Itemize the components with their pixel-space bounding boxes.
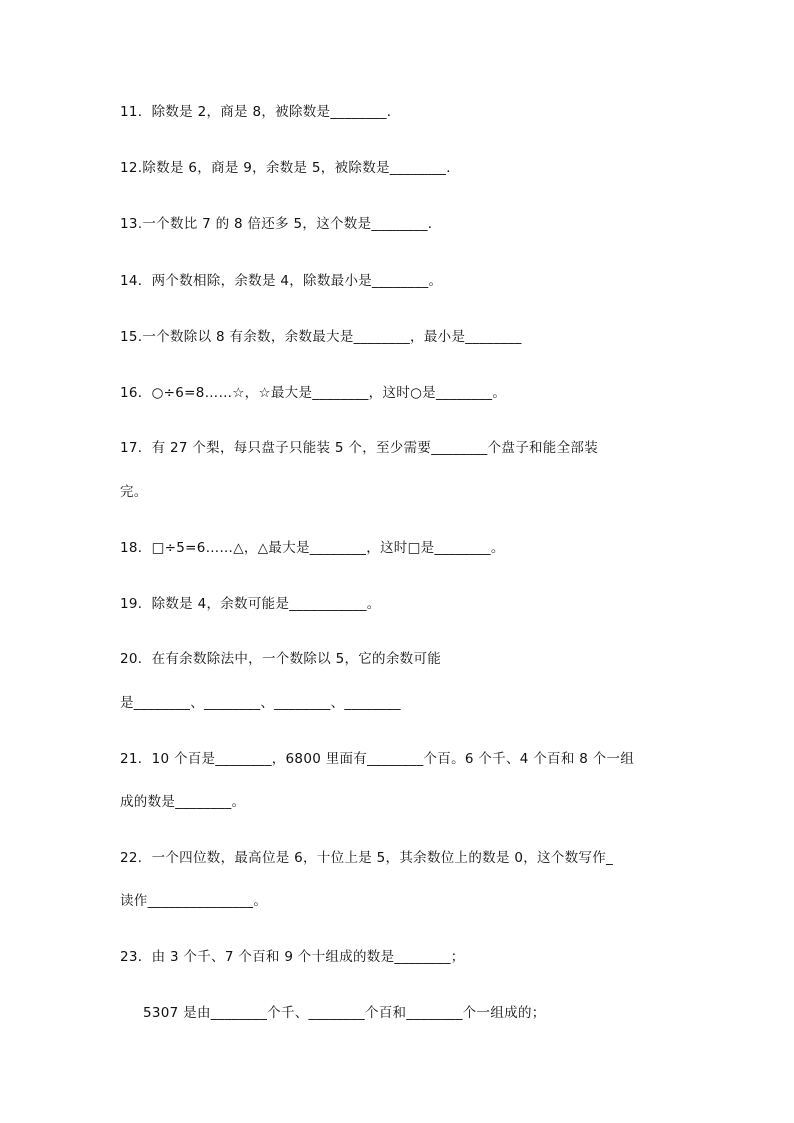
question-20-line-2: 是________、________、________、________ bbox=[120, 695, 401, 711]
question-23-line-1: 23．由 3 个千、7 个百和 9 个十组成的数是________； bbox=[120, 949, 465, 965]
question-15: 15.一个数除以 8 有余数，余数最大是________，最小是________ bbox=[120, 329, 522, 345]
question-21-line-1: 21．10 个百是________，6800 里面有________个百。6 个千、4 个百和 8 个一组 bbox=[120, 751, 635, 767]
question-22-line-2: 读作_______________。 bbox=[120, 893, 268, 909]
question-11: 11．除数是 2，商是 8，被除数是________． bbox=[120, 104, 401, 120]
question-20-line-1: 20．在有余数除法中，一个数除以 5，它的余数可能 bbox=[120, 651, 442, 667]
question-23-line-2: 5307 是由________个千、________个百和________个一组成的； bbox=[143, 1005, 546, 1021]
question-12: 12.除数是 6，商是 9，余数是 5，被除数是________． bbox=[120, 160, 461, 176]
question-19: 19．除数是 4，余数可能是___________。 bbox=[120, 596, 381, 612]
question-22-line-1: 22．一个四位数，最高位是 6，十位上是 5，其余数位上的数是 0，这个数写作_ bbox=[120, 850, 614, 866]
question-18: 18．□÷5=6……△，△最大是________，这时□是________。 bbox=[120, 540, 505, 556]
question-13: 13.一个数比 7 的 8 倍还多 5，这个数是________． bbox=[120, 216, 442, 232]
question-21-line-2: 成的数是________。 bbox=[120, 794, 246, 810]
question-17-line-1: 17．有 27 个梨，每只盘子只能装 5 个，至少需要________个盘子和能全部装 bbox=[120, 440, 599, 456]
question-17-line-2: 完。 bbox=[120, 484, 148, 500]
question-16: 16．○÷6=8……☆，☆最大是________，这时○是________。 bbox=[120, 385, 507, 401]
question-14: 14．两个数相除，余数是 4，除数最小是________。 bbox=[120, 273, 443, 289]
